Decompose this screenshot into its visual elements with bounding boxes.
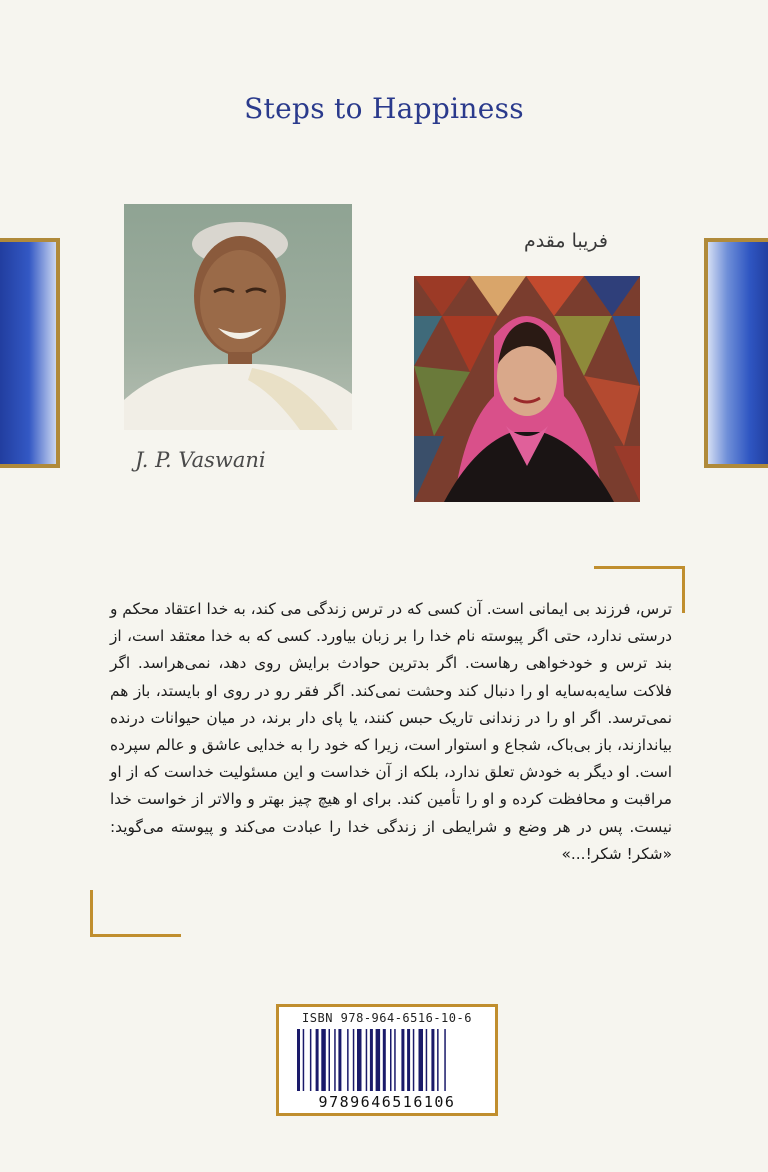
- barcode-bar: [444, 1029, 446, 1091]
- isbn-label: ISBN 978-964-6516-10-6: [302, 1011, 472, 1025]
- barcode-bar: [370, 1029, 373, 1091]
- barcode-bar: [297, 1029, 300, 1091]
- barcode-bar: [310, 1029, 312, 1091]
- barcode-bar: [316, 1029, 319, 1091]
- barcode-bar: [431, 1029, 434, 1091]
- author-portrait-photo: [124, 204, 352, 430]
- bottom-left-corner-ornament: [90, 890, 181, 937]
- translator-name-caption: فریبا مقدم: [524, 230, 608, 252]
- barcode-bar: [334, 1029, 336, 1091]
- barcode-bar: [329, 1029, 331, 1091]
- barcode-bar: [407, 1029, 410, 1091]
- translator-portrait-photo: [414, 276, 640, 502]
- barcode-bar: [413, 1029, 415, 1091]
- barcode-bar: [321, 1029, 326, 1091]
- isbn-barcode-box: [276, 1004, 498, 1116]
- barcode-digits: 9789646516106: [318, 1093, 456, 1111]
- barcode-bar: [357, 1029, 362, 1091]
- patterned-backdrop-illustration: [414, 276, 640, 502]
- barcode-bar: [338, 1029, 341, 1091]
- barcode-bar: [366, 1029, 368, 1091]
- barcode-bar: [383, 1029, 386, 1091]
- barcode-bar: [437, 1029, 439, 1091]
- barcode-bar: [303, 1029, 305, 1091]
- barcode-bar: [419, 1029, 424, 1091]
- barcode-bar: [426, 1029, 428, 1091]
- left-blue-panel: [0, 238, 60, 468]
- barcode-bar: [401, 1029, 404, 1091]
- barcode-bar: [353, 1029, 355, 1091]
- right-blue-panel: [704, 238, 768, 468]
- barcode-bar: [376, 1029, 381, 1091]
- barcode-bar: [394, 1029, 396, 1091]
- portrait-illustration: [124, 204, 352, 430]
- barcode-bar: [390, 1029, 392, 1091]
- barcode-bar: [347, 1029, 349, 1091]
- back-cover-blurb: ترس، فرزند بی ایمانی است. آن کسی که در ترس زندگی می کند، به خدا اعتقاد محکم و درستی ندارد، حتی اگر پیوسته نام خدا را بر زبان بیاورد. کسی که به خدا معتقد است، از بند ترس و خودخواهی رهاست. اگر بدترین حوادث برایش روی دهد، نمی‌هراسد. اگر فلاکت سایه‌به‌سایه او را دنبال کند وحشت نمی‌کند. اگر فقر رو در روی او بایستد، باز هم نمی‌ترسد. اگر او را در زندانی تاریک حبس کنند، یا پای دار برند، در میان حیوانات درنده بیاندازند، باز بی‌باک، شجاع و استوار است، زیرا که خود را به خدایی عاشق و عالم سپرده است. او دیگر به خودش تعلق ندارد، بلکه از آن خداست و این مسئولیت خداست که از او مراقبت و محافظت کرده و او را تأمین کند. برای او هیچ چیز بهتر و والاتر از خواست خدا نیست. پس در هر وضع و شرایطی از زندگی خدا را عبادت می‌کند و پیوسته می‌گوید: «شکر! شکر!...»: [109, 600, 672, 863]
- author-name-caption: J. P. Vaswani: [135, 448, 266, 472]
- barcode-bars: [297, 1029, 483, 1091]
- book-title: Steps to Happiness: [244, 92, 524, 125]
